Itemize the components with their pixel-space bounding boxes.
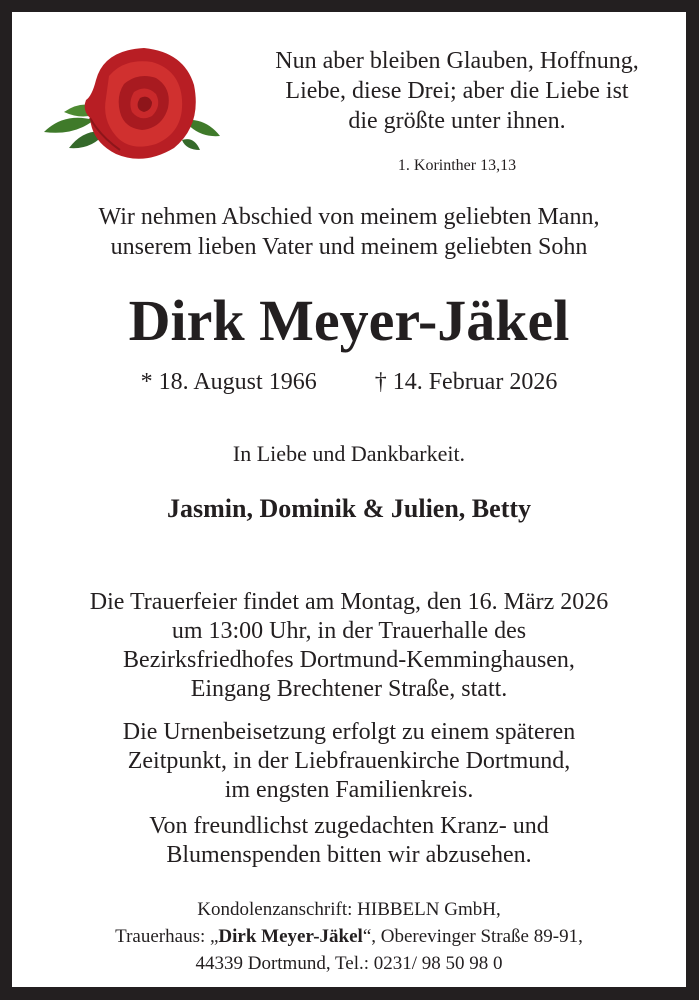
family-names: Jasmin, Dominik & Julien, Betty xyxy=(166,494,532,523)
death-date: † 14. Februar 2026 xyxy=(374,369,558,395)
contact-street: “, Oberevinger Straße 89-91, xyxy=(362,926,583,947)
deceased-name: Dirk Meyer-Jäkel xyxy=(128,288,570,353)
funeral-info xyxy=(12,588,686,704)
contact-prefix: Trauerhaus: „ xyxy=(115,926,219,947)
life-dates xyxy=(12,367,686,397)
condolence-address xyxy=(12,896,686,977)
obituary-card xyxy=(12,12,686,987)
quote-source: 1. Korinther 13,13 xyxy=(397,157,517,174)
birth-date: * 18. August 1966 xyxy=(140,369,317,395)
urn-line: im engsten Familienkreis. xyxy=(224,777,474,803)
farewell-intro xyxy=(12,202,686,262)
contact-line-1: Kondolenzanschrift: HIBBELN GmbH, xyxy=(197,899,501,920)
flowers-line: Von freundlichst zugedachten Kranz- und xyxy=(149,813,549,839)
contact-line-2 xyxy=(12,923,686,950)
flowers-line: Blumenspenden bitten wir abzusehen. xyxy=(166,842,532,868)
thanks-line: In Liebe und Dankbarkeit. xyxy=(232,441,466,466)
flowers-note xyxy=(12,812,686,870)
funeral-line: um 13:00 Uhr, in der Trauerhalle des xyxy=(171,618,527,644)
bible-quote xyxy=(237,46,677,136)
funeral-line: Die Trauerfeier findet am Montag, den 16. März 2026 xyxy=(89,589,609,615)
contact-line-3: 44339 Dortmund, Tel.: 0231/ 98 50 98 0 xyxy=(195,953,503,974)
quote-line: Nun aber bleiben Glauben, Hoffnung, xyxy=(275,48,639,74)
funeral-line: Eingang Brechtener Straße, statt. xyxy=(190,676,508,702)
intro-line: unserem lieben Vater und meinem geliebten Sohn xyxy=(110,234,588,260)
urn-line: Die Urnenbeisetzung erfolgt zu einem späteren xyxy=(122,719,576,745)
urn-burial-info xyxy=(12,718,686,805)
quote-line: Liebe, diese Drei; aber die Liebe ist xyxy=(285,78,629,104)
urn-line: Zeitpunkt, in der Liebfrauenkirche Dortmund, xyxy=(127,748,571,774)
contact-funeral-home-name: Dirk Meyer-Jäkel xyxy=(218,926,363,947)
quote-line: die größte unter ihnen. xyxy=(348,108,566,134)
funeral-line: Bezirksfriedhofes Dortmund-Kemminghausen, xyxy=(123,647,575,673)
intro-line: Wir nehmen Abschied von meinem geliebten Mann, xyxy=(98,204,600,230)
rose-icon xyxy=(34,40,224,165)
